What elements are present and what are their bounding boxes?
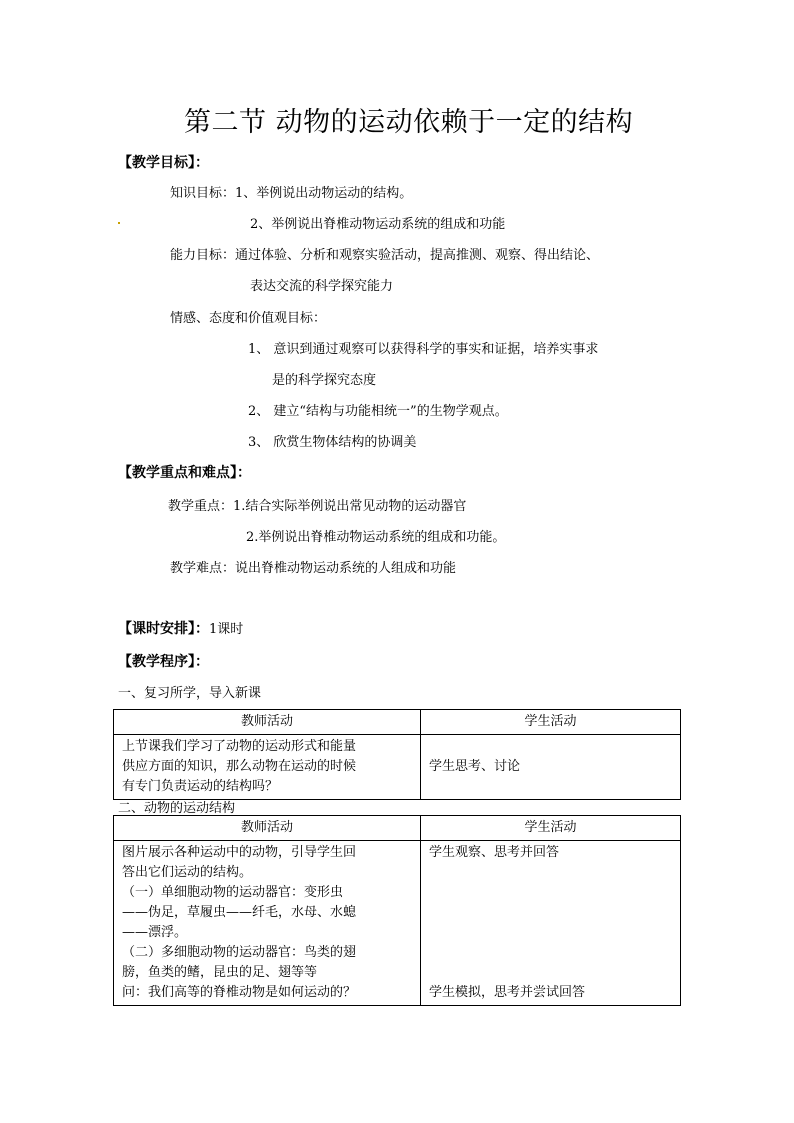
table1-teacher-cell: 上节课我们学习了动物的运动形式和能量 供应方面的知识，那么动物在运动的时候 有专门负责运动的结构吗？ [114, 735, 421, 800]
section-1-title: 一、复习所学，导入新课 [118, 686, 262, 701]
table1-header-teacher: 教师活动 [114, 710, 421, 735]
schedule-row [118, 618, 243, 638]
table2-student-answer-2: 学生模拟，思考并尝试回答 [429, 985, 586, 1000]
schedule-heading: 【课时安排】： [118, 621, 209, 637]
focus-point-1: 教学重点：1.结合实际举例说出常见动物的运动器官 [168, 499, 467, 514]
table2-header-teacher: 教师活动 [114, 816, 421, 841]
difficulty-point: 教学难点：说出脊椎动物运动系统的人组成和功能 [170, 561, 457, 576]
structure-table [113, 815, 681, 1006]
ability-objective-1: 能力目标：通过体验、分析和观察实验活动，提高推测、观察、得出结论、 [170, 248, 600, 263]
emotion-heading: 情感、态度和价值观目标： [170, 311, 327, 326]
emotion-objective-1b: 是的科学探究态度 [272, 373, 377, 388]
key-points-heading: 【教学重点和难点】： [118, 465, 251, 481]
ability-objective-2: 表达交流的科学探究能力 [250, 279, 394, 294]
emotion-objective-3: 3、 欣赏生物体结构的协调美 [248, 435, 417, 450]
knowledge-objective-2: 2、举例说出脊椎动物运动系统的组成和功能 [250, 217, 506, 232]
schedule-value: 1课时 [209, 622, 244, 637]
procedure-heading: 【教学程序】： [118, 654, 209, 670]
emotion-objective-2: 2、 建立“结构与功能相统一”的生物学观点。 [248, 404, 508, 419]
knowledge-objective-1: 知识目标：1、举例说出动物运动的结构。 [170, 186, 413, 201]
table1-header-student: 学生活动 [421, 710, 681, 735]
focus-point-2: 2.举例说出脊椎动物运动系统的组成和功能。 [246, 530, 506, 545]
stray-dot [118, 222, 120, 224]
section-2-title: 二、动物的运动结构 [118, 801, 236, 816]
review-table [113, 709, 681, 800]
table2-student-answer-1: 学生观察、思考并回答 [429, 845, 560, 860]
objectives-heading: 【教学目标】： [118, 155, 209, 171]
table2-teacher-cell: 图片展示各种运动中的动物，引导学生回 答出它们运动的结构。 （一）单细胞动物的运动器官：变形虫 ——伪足，草履虫——纤毛，水母、水螅 ——漂浮。 （二）多细胞动物的运动器官：鸟类的翅 膀，鱼类的鳍，昆虫的足、翅等等 问：我们高等的脊椎动物是如何运动的？ [114, 841, 421, 1006]
page-title: 第二节 动物的运动依赖于一定的结构 [184, 107, 634, 138]
table1-student-cell: 学生思考、讨论 [421, 735, 681, 800]
table2-header-student: 学生活动 [421, 816, 681, 841]
emotion-objective-1a: 1、 意识到通过观察可以获得科学的事实和证据，培养实事求 [248, 342, 599, 357]
table2-student-cell [421, 841, 681, 1006]
